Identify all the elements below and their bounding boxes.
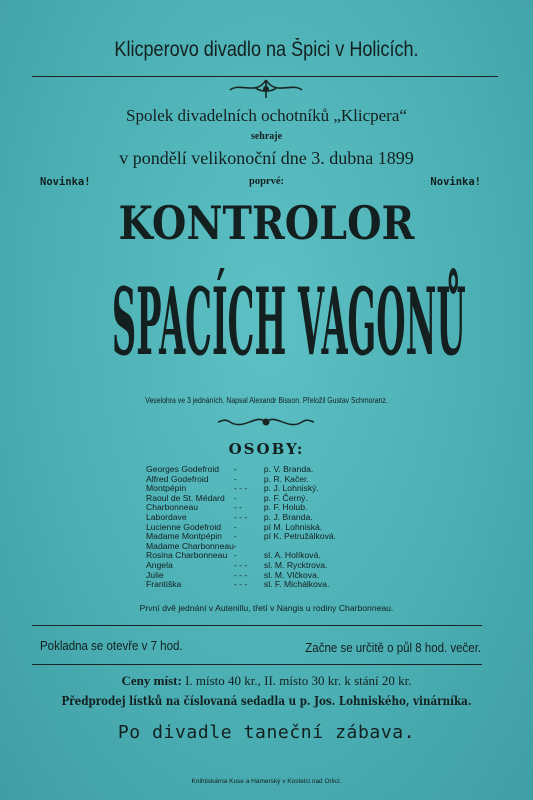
cast-dashes: - - - (233, 579, 248, 590)
cast-role: Raoul de St. Médard (146, 492, 225, 503)
cast-actor: sl. M. Rycktrova. (263, 559, 328, 570)
cast-role: Montpépin (146, 483, 187, 494)
cast-dashes: - (233, 464, 237, 474)
performs-word: sehraje (250, 131, 283, 142)
box-office-time: Pokladna se otevře v 7 hod. (40, 639, 183, 653)
prices-line (0, 673, 533, 689)
cast-role: Alfred Godefroid (146, 473, 209, 484)
cast-actor: sl. M. Vlčkova. (263, 569, 320, 580)
premiere-word: poprvé: (249, 176, 284, 187)
cast-role: Madame Montpépin (146, 531, 222, 542)
cast-dashes: - (233, 473, 237, 484)
rule-below-times (32, 664, 482, 665)
theatre-title: Klicperovo divadlo na Špici v Holicích. (114, 38, 419, 61)
presale-line: Předprodej lístků na číslovaná sedadla u p. Jos. Lohniského, vinárníka. (61, 694, 472, 708)
title-line-1: KONTROLOR (118, 196, 415, 250)
start-time: Začne se určitě o půl 8 hod. večer. (305, 641, 481, 655)
cast-dashes: - (233, 492, 237, 503)
cast-role: Lucienne Godefroid (146, 521, 222, 532)
cast-actor: p. F. Černý. (263, 492, 308, 503)
cast-dashes: - - - (233, 559, 248, 570)
novelty-left: Novinka! (40, 176, 91, 188)
cast-role: Františka (146, 579, 182, 590)
cast-role: Angela (146, 559, 173, 570)
cast-actor: pí M. Lohniská. (263, 521, 323, 532)
cast-dashes: - - (233, 502, 243, 513)
title-line-2: SPACÍCH VAGONŮ (111, 267, 466, 377)
cast-row (146, 580, 384, 590)
credits-line: Veselohra ve 3 jednáních. Napsal Alexandr Bisson. Přeložil Gustav Schmoranz. (145, 396, 388, 405)
prices-values: I. místo 40 kr., II. místo 30 kr. k stání 20 kr. (185, 673, 412, 688)
prices-label: Ceny míst: (121, 673, 182, 688)
society-name: Spolek divadelních ochotníků „Klicpera“ (126, 106, 407, 125)
top-rule (32, 76, 498, 77)
cast-actor: p. J. Lohniský. (263, 483, 319, 494)
date-line: v pondělí velikonoční dne 3. dubna 1899 (119, 148, 414, 168)
cast-dashes: - (233, 550, 237, 561)
cast-list (146, 465, 384, 590)
cast-actor: sl. A. Holíková. (263, 550, 321, 561)
cast-role: Charbonneau (146, 502, 199, 513)
cast-actor: sl. F. Michálkova. (263, 579, 330, 590)
cast-dashes: - (233, 521, 237, 532)
cast-role: Madame Charbonneau (146, 540, 234, 551)
cast-dashes: - (233, 540, 237, 551)
cast-actor: p. F. Holub. (263, 502, 308, 513)
setting-line: První dvě jednání v Autenillu, třetí v Nangis u rodiny Charbonneau. (139, 603, 394, 613)
cast-actor: p. R. Kačer. (263, 473, 309, 484)
cast-dashes: - - - (233, 569, 248, 580)
novelty-right: Novinka! (430, 176, 481, 188)
cast-actor: p. V. Branda. (263, 464, 314, 474)
printer-line: Knihtiskárna Kuse a Hamerský v Kostelci nad Orlicí. (191, 778, 342, 785)
cast-actor: pí K. Petružálková. (263, 531, 337, 542)
cast-role: Julie (146, 569, 164, 580)
cast-actor: p. J. Branda. (263, 511, 313, 522)
cast-dashes: - - - (233, 511, 248, 522)
cast-dashes: - (233, 531, 237, 542)
dance-line: Po divadle taneční zábava. (117, 722, 416, 743)
ornament-middle (216, 413, 316, 431)
cast-heading: OSOBY: (228, 440, 305, 458)
cast-role: Labordave (146, 511, 187, 522)
cast-role: Georges Godefroid (146, 464, 220, 474)
rule-above-times (32, 625, 482, 626)
cast-role: Rosina Charbonneau (146, 550, 228, 561)
ornament-top (226, 78, 306, 100)
cast-dashes: - - - (233, 483, 248, 494)
